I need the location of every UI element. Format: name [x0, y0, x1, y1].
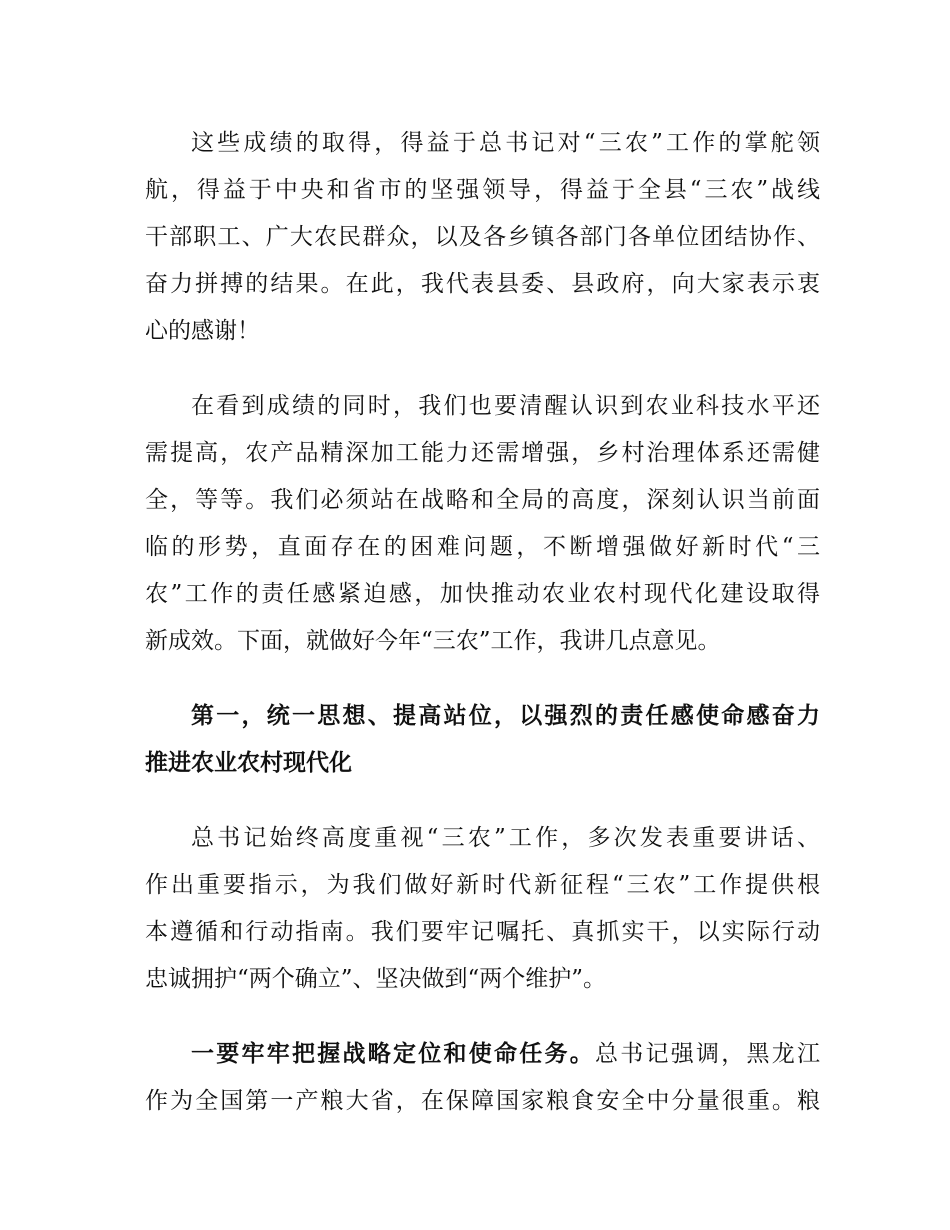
text-line: 农”工作的责任感紧迫感，加快推动农业农村现代化建设取得 [145, 581, 820, 607]
text-line: 临的形势，直面存在的困难问题，不断增强做好新时代“三 [145, 534, 820, 560]
text-line: 作出重要指示，为我们做好新时代新征程“三农”工作提供根 [145, 872, 820, 898]
paragraph-acknowledgement [145, 120, 820, 355]
paragraph-point-one [145, 1031, 820, 1125]
text-span: 总书记强调，黑龙江 [595, 1041, 820, 1067]
text-line: 奋力拼搏的结果。在此，我代表县委、县政府，向大家表示衷 [145, 271, 820, 297]
text-line: 本遵循和行动指南。我们要牢记嘱托、真抓实干，以实际行动 [145, 919, 820, 945]
document-page [145, 120, 820, 1153]
text-line [145, 1031, 820, 1078]
heading-line: 第一，统一思想、提高站位，以强烈的责任感使命感奋力 [191, 703, 820, 729]
text-line: 新成效。下面，就做好今年“三农”工作，我讲几点意见。 [145, 628, 721, 654]
text-line: 这些成绩的取得，得益于总书记对“三农”工作的掌舵领 [191, 130, 820, 156]
point-title: 一要牢牢把握战略定位和使命任务。 [191, 1041, 595, 1067]
text-line: 需提高，农产品精深加工能力还需增强，乡村治理体系还需健 [145, 440, 820, 466]
text-line: 航，得益于中央和省市的坚强领导，得益于全县“三农”战线 [145, 177, 820, 203]
text-line: 在看到成绩的同时，我们也要清醒认识到农业科技水平还 [191, 393, 820, 419]
heading-line: 推进农业农村现代化 [145, 750, 352, 776]
text-line: 全，等等。我们必须站在战略和全局的高度，深刻认识当前面 [145, 487, 820, 513]
text-line: 干部职工、广大农民群众，以及各乡镇各部门各单位团结协作、 [145, 224, 820, 250]
paragraph-guidance [145, 815, 820, 1003]
text-line: 忠诚拥护“两个确立”、坚决做到“两个维护”。 [145, 966, 607, 992]
section-heading [145, 693, 820, 787]
paragraph-challenges [145, 383, 820, 665]
text-line: 作为全国第一产粮大省，在保障国家粮食安全中分量很重。粮 [145, 1088, 820, 1114]
text-line: 总书记始终高度重视“三农”工作，多次发表重要讲话、 [191, 825, 820, 851]
text-line: 心的感谢！ [145, 318, 260, 344]
